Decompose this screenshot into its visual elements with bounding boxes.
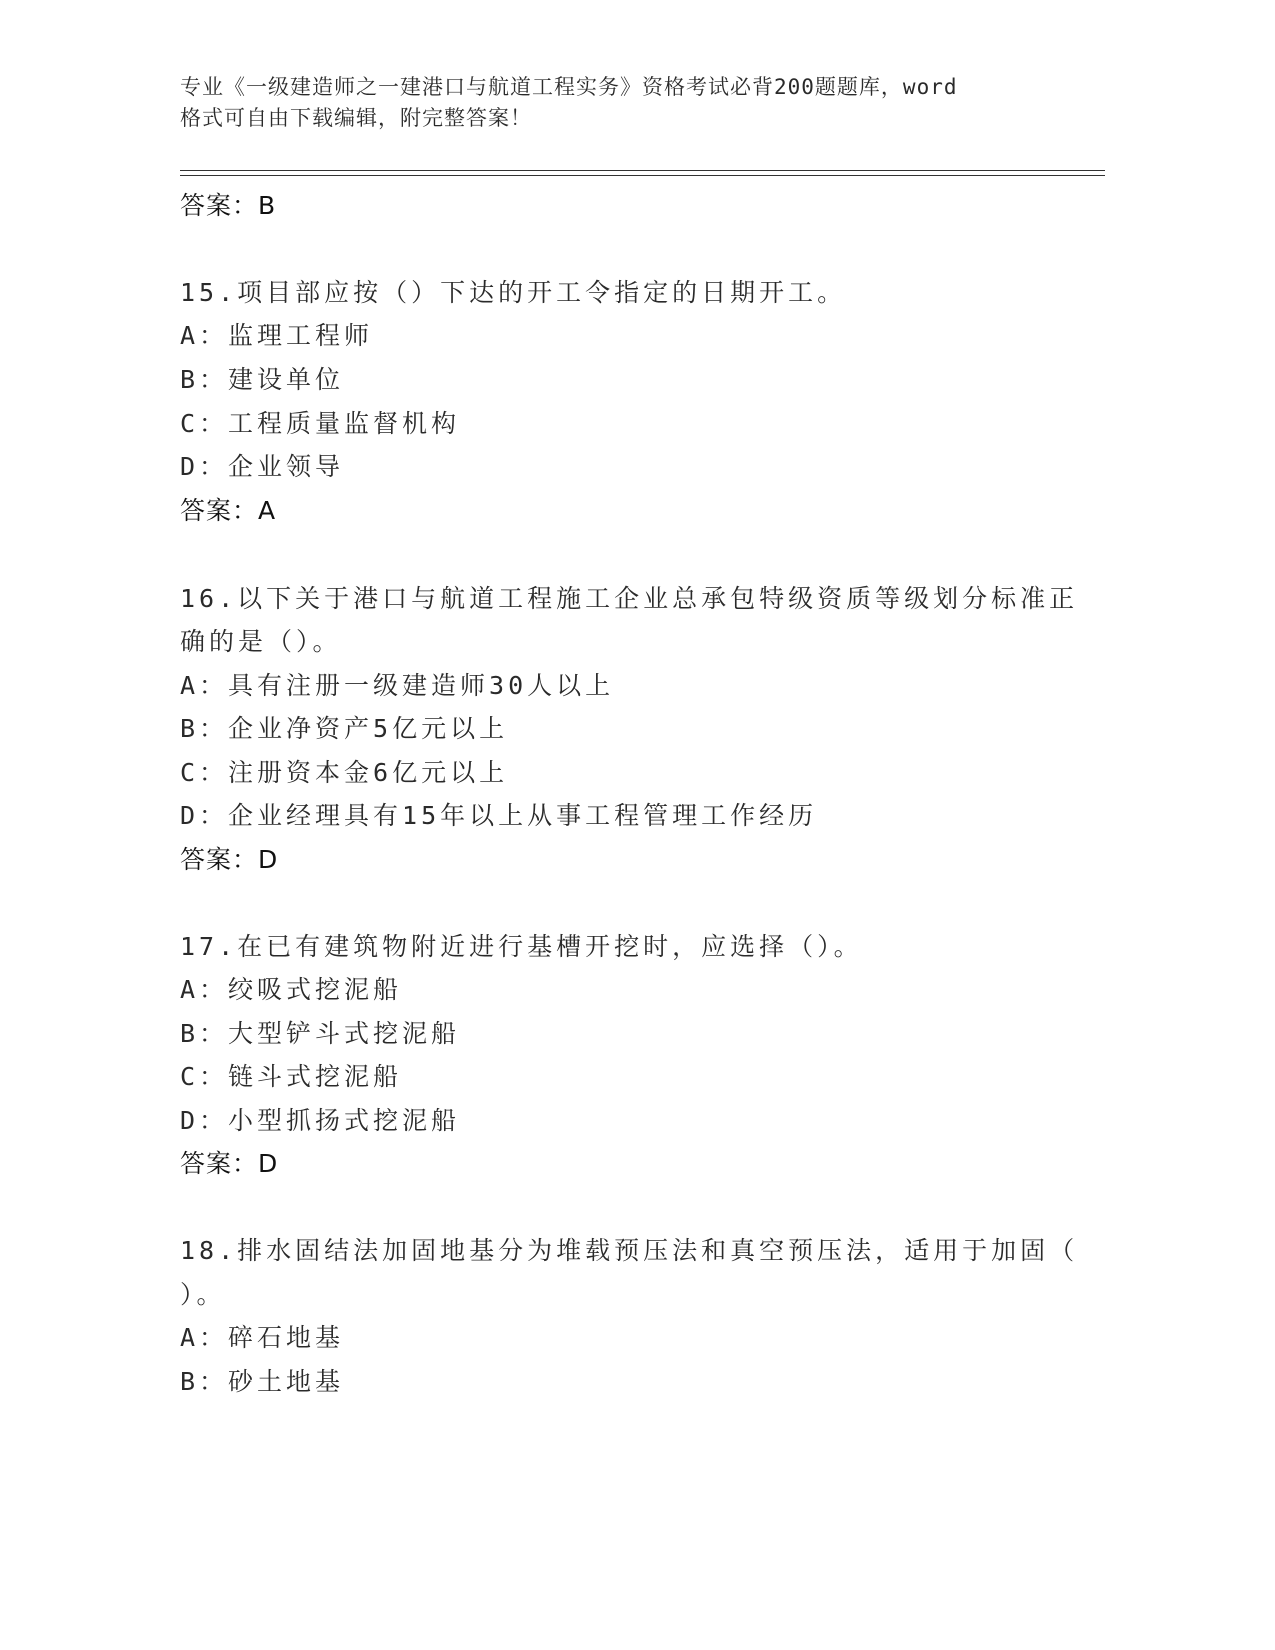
option-c: C：链斗式挖泥船	[180, 1062, 403, 1091]
header-divider-top	[180, 170, 1105, 171]
option-b: B：企业净资产5亿元以上	[180, 714, 509, 743]
option-d: D：企业经理具有15年以上从事工程管理工作经历	[180, 801, 818, 830]
option-a: A：碎石地基	[180, 1323, 345, 1352]
option-d: D：企业领导	[180, 452, 345, 481]
header-line-2: 格式可自由下载编辑，附完整答案！	[180, 106, 532, 130]
option-b: B：砂土地基	[180, 1367, 345, 1396]
question-stem: 17.在已有建筑物附近进行基槽开挖时，应选择（）。	[180, 932, 863, 961]
header-line-1: 专业《一级建造师之一建港口与航道工程实务》资格考试必背200题题库，word	[180, 75, 958, 99]
question-stem: 15.项目部应按（）下达的开工令指定的日期开工。	[180, 278, 847, 307]
answer-line: 答案：D	[180, 845, 279, 874]
answer-line: 答案：D	[180, 1149, 279, 1178]
option-b: B：大型铲斗式挖泥船	[180, 1019, 461, 1048]
option-d: D：小型抓扬式挖泥船	[180, 1106, 461, 1135]
option-b: B：建设单位	[180, 365, 345, 394]
header-divider-bottom	[180, 175, 1105, 176]
question-stem-continued: 确的是（）。	[180, 627, 342, 656]
question-stem: 16.以下关于港口与航道工程施工企业总承包特级资质等级划分标准正	[180, 584, 1079, 613]
answer-line: 答案：A	[180, 496, 277, 525]
document-header	[180, 72, 1060, 134]
option-a: A：绞吸式挖泥船	[180, 975, 403, 1004]
option-a: A：监理工程师	[180, 321, 374, 350]
question-stem-continued: ）。	[180, 1280, 226, 1309]
option-c: C：注册资本金6亿元以上	[180, 758, 509, 787]
option-c: C：工程质量监督机构	[180, 409, 461, 438]
option-a: A：具有注册一级建造师30人以上	[180, 671, 615, 700]
question-stem: 18.排水固结法加固地基分为堆载预压法和真空预压法，适用于加固（	[180, 1236, 1079, 1265]
answer-line: 答案：B	[180, 191, 277, 220]
